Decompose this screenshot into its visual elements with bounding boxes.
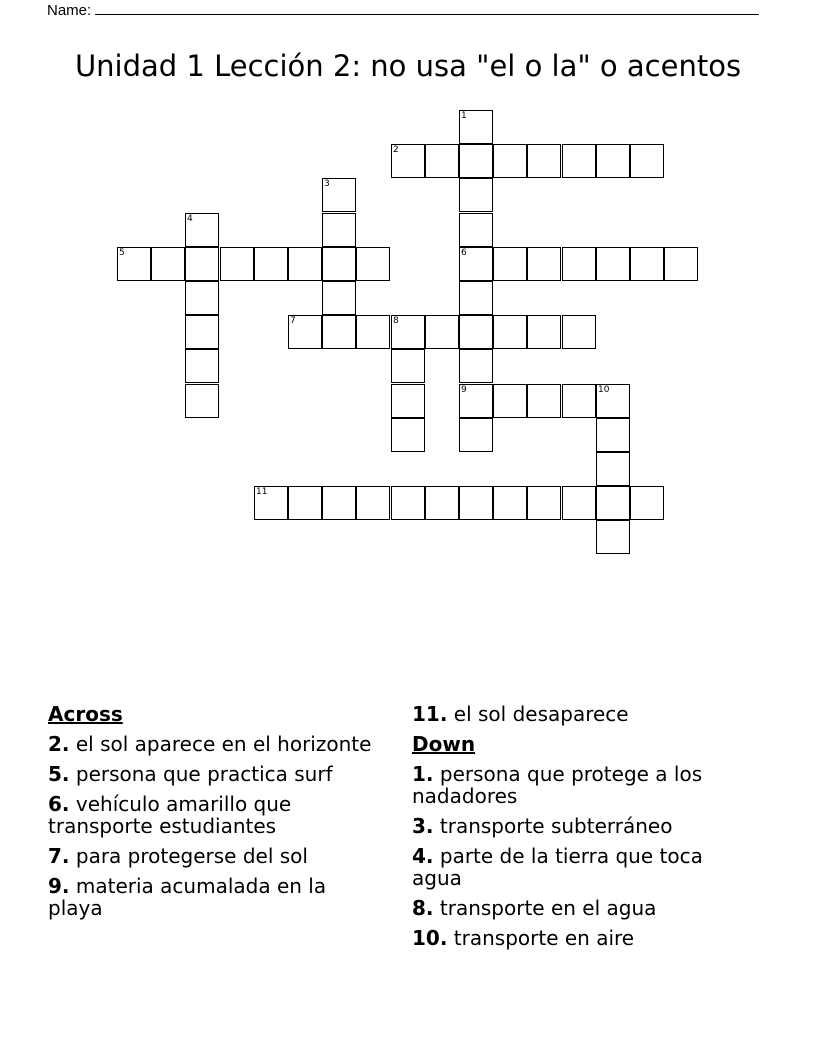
crossword-cell[interactable] (596, 247, 630, 281)
cell-number: 2 (393, 145, 399, 155)
crossword-cell[interactable] (459, 110, 493, 144)
crossword-cell[interactable] (322, 213, 356, 247)
down-clue (412, 815, 752, 837)
clue-number: 7. (48, 844, 70, 868)
clue-number: 3. (412, 814, 434, 838)
crossword-cell[interactable] (322, 486, 356, 520)
crossword-cell[interactable] (254, 247, 288, 281)
clue-text: transporte en el agua (439, 896, 657, 920)
crossword-cell[interactable] (493, 486, 527, 520)
name-label: Name: (47, 2, 92, 19)
crossword-cell[interactable] (630, 486, 664, 520)
page-title: Unidad 1 Lección 2: no usa "el o la" o acentos (74, 49, 742, 83)
crossword-cell[interactable] (185, 315, 219, 349)
crossword-cell[interactable] (322, 281, 356, 315)
clue-number: 9. (48, 874, 70, 898)
crossword-cell[interactable] (220, 247, 254, 281)
crossword-cell[interactable] (596, 520, 630, 554)
cell-number: 4 (187, 214, 193, 224)
cell-number: 8 (393, 316, 399, 326)
crossword-cell[interactable] (288, 486, 322, 520)
cell-number: 9 (461, 385, 467, 395)
crossword-cell[interactable] (459, 384, 493, 418)
crossword-cell[interactable] (459, 281, 493, 315)
crossword-cell[interactable] (391, 315, 425, 349)
clue-number: 1. (412, 762, 434, 786)
crossword-cell[interactable] (527, 247, 561, 281)
clue-number: 6. (48, 792, 70, 816)
crossword-cell[interactable] (527, 384, 561, 418)
crossword-cell[interactable] (391, 486, 425, 520)
down-clue (412, 897, 752, 919)
crossword-cell[interactable] (459, 315, 493, 349)
cell-number: 7 (290, 316, 296, 326)
crossword-cell[interactable] (425, 486, 459, 520)
crossword-cell[interactable] (562, 144, 596, 178)
crossword-cell[interactable] (391, 384, 425, 418)
crossword-cell[interactable] (562, 486, 596, 520)
clue-number: 5. (48, 762, 70, 786)
crossword-cell[interactable] (459, 144, 493, 178)
clue-text: transporte en aire (453, 926, 635, 950)
crossword-cell[interactable] (356, 247, 390, 281)
across-clue (48, 875, 378, 919)
crossword-cell[interactable] (459, 178, 493, 212)
clue-number: 2. (48, 732, 70, 756)
crossword-cell[interactable] (596, 486, 630, 520)
crossword-cell[interactable] (185, 213, 219, 247)
clue-text: persona que protege a los nadadores (412, 762, 703, 808)
crossword-cell[interactable] (596, 144, 630, 178)
crossword-cell[interactable] (562, 247, 596, 281)
across-clue (48, 763, 378, 785)
crossword-cell[interactable] (356, 486, 390, 520)
crossword-cell[interactable] (459, 247, 493, 281)
name-underline[interactable] (95, 0, 759, 15)
clues-left-column (48, 703, 378, 927)
crossword-cell[interactable] (493, 384, 527, 418)
crossword-cell[interactable] (391, 418, 425, 452)
down-heading: Down (412, 732, 476, 756)
crossword-cell[interactable] (596, 418, 630, 452)
crossword-cell[interactable] (664, 247, 698, 281)
crossword-cell[interactable] (356, 315, 390, 349)
clues-right-column (412, 703, 752, 957)
clue-text: materia acumalada en la playa (48, 874, 327, 920)
crossword-cell[interactable] (391, 349, 425, 383)
crossword-cell[interactable] (254, 486, 288, 520)
down-clue (412, 845, 752, 889)
clue-text: parte de la tierra que toca agua (412, 844, 703, 890)
across-heading: Across (48, 702, 123, 726)
clue-text: para protegerse del sol (75, 844, 308, 868)
crossword-cell[interactable] (185, 281, 219, 315)
crossword-cell[interactable] (288, 315, 322, 349)
clue-text: persona que practica surf (75, 762, 333, 786)
crossword-cell[interactable] (459, 213, 493, 247)
crossword-cell[interactable] (459, 486, 493, 520)
crossword-cell[interactable] (322, 247, 356, 281)
crossword-cell[interactable] (630, 247, 664, 281)
crossword-cell[interactable] (185, 349, 219, 383)
crossword-cell[interactable] (630, 144, 664, 178)
crossword-cell[interactable] (117, 247, 151, 281)
crossword-cell[interactable] (596, 384, 630, 418)
crossword-cell[interactable] (493, 144, 527, 178)
crossword-cell[interactable] (425, 315, 459, 349)
crossword-cell[interactable] (562, 315, 596, 349)
cell-number: 6 (461, 248, 467, 258)
crossword-cell[interactable] (493, 315, 527, 349)
crossword-cell[interactable] (562, 384, 596, 418)
cell-number: 3 (324, 179, 330, 189)
cell-number: 5 (119, 248, 125, 258)
cell-number: 10 (598, 385, 610, 395)
clue-text: el sol aparece en el horizonte (75, 732, 372, 756)
across-clue (48, 733, 378, 755)
clue-number: 8. (412, 896, 434, 920)
crossword-cell[interactable] (185, 247, 219, 281)
clue-number: 11. (412, 702, 448, 726)
crossword-cell[interactable] (459, 418, 493, 452)
cell-number: 1 (461, 111, 467, 121)
across-clue (48, 845, 378, 867)
crossword-cell[interactable] (288, 247, 322, 281)
crossword-cell[interactable] (322, 315, 356, 349)
crossword-cell[interactable] (185, 384, 219, 418)
clue-text: vehículo amarillo que transporte estudiantes (48, 792, 292, 838)
clue-text: el sol desaparece (453, 702, 629, 726)
crossword-cell[interactable] (527, 315, 561, 349)
name-field[interactable] (47, 0, 759, 20)
crossword-cell[interactable] (596, 452, 630, 486)
across-clue (412, 703, 752, 725)
clue-number: 10. (412, 926, 448, 950)
crossword-cell[interactable] (493, 247, 527, 281)
crossword-cell[interactable] (527, 144, 561, 178)
crossword-cell[interactable] (425, 144, 459, 178)
crossword-cell[interactable] (322, 178, 356, 212)
crossword-cell[interactable] (527, 486, 561, 520)
down-clue (412, 927, 752, 949)
clue-number: 4. (412, 844, 434, 868)
crossword-cell[interactable] (391, 144, 425, 178)
cell-number: 11 (256, 487, 268, 497)
crossword-cell[interactable] (151, 247, 185, 281)
across-clue (48, 793, 378, 837)
clue-text: transporte subterráneo (439, 814, 673, 838)
crossword-cell[interactable] (459, 349, 493, 383)
down-clue (412, 763, 752, 807)
